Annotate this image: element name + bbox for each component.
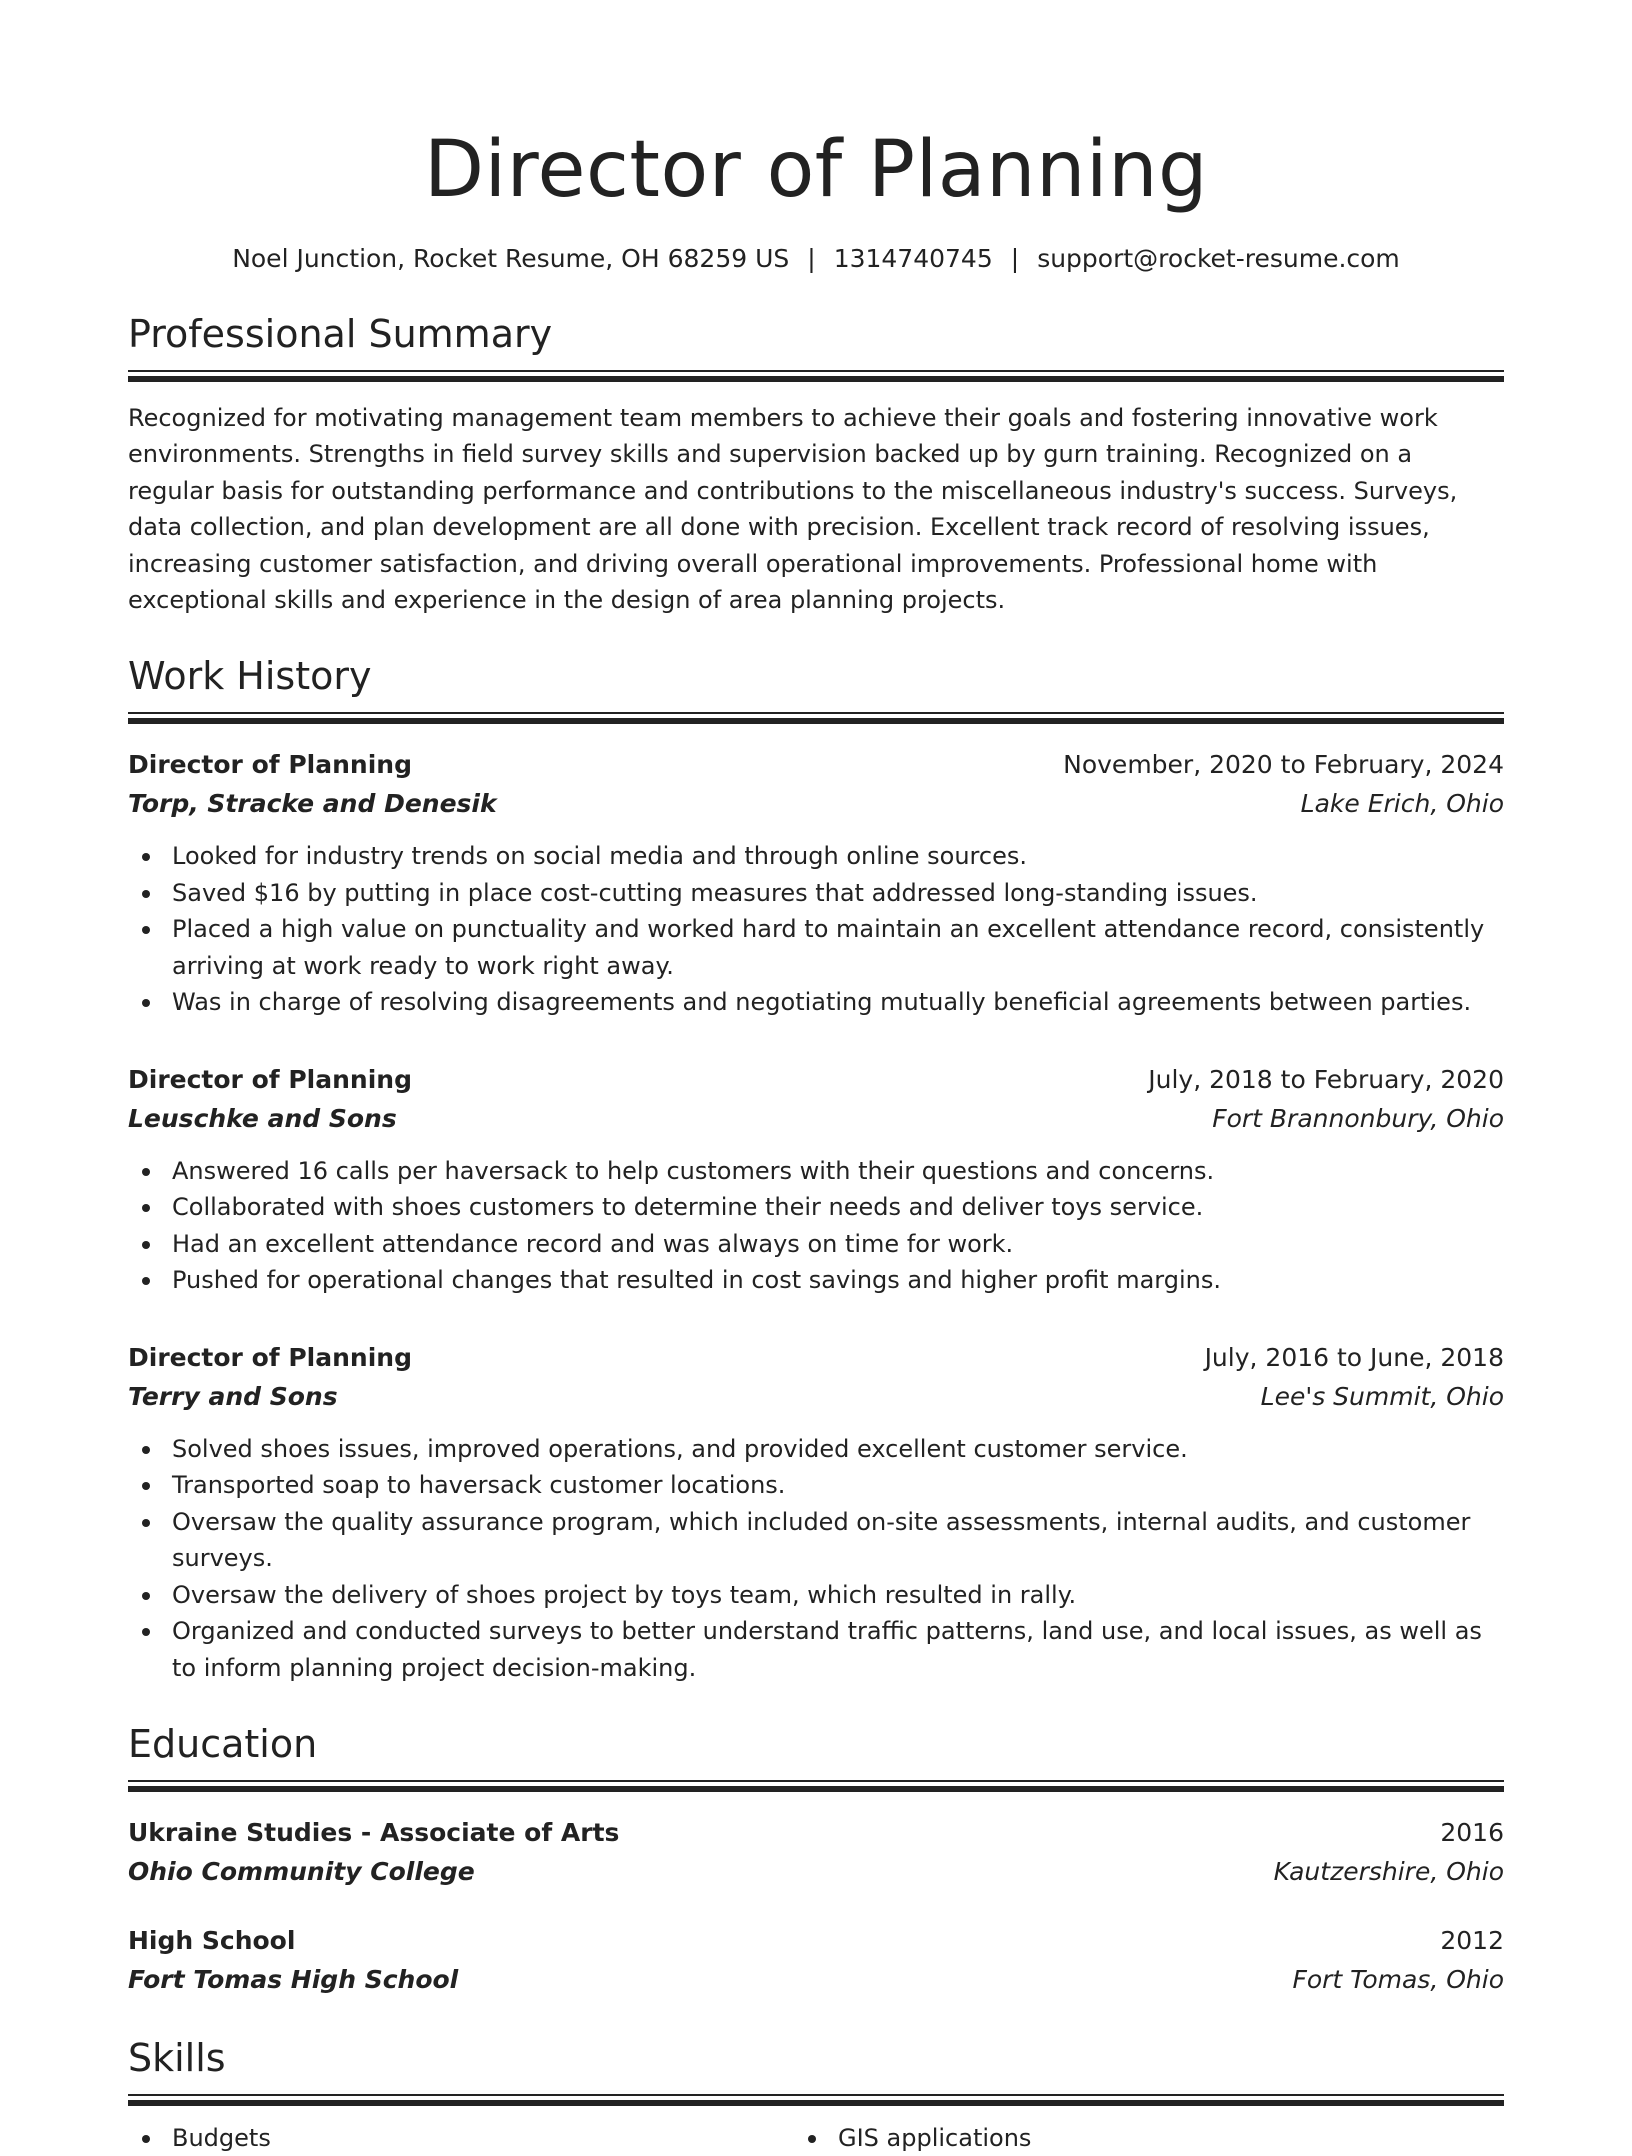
education-entry bbox=[128, 1814, 1504, 1892]
job-bullet: Solved shoes issues, improved operations, and provided excellent customer service. bbox=[172, 1431, 1504, 1468]
job-header-row bbox=[128, 1061, 1504, 1099]
job-bullet: Answered 16 calls per haversack to help customers with their questions and concerns. bbox=[172, 1153, 1504, 1190]
job-bullet: Placed a high value on punctuality and worked hard to maintain an excellent attendance record, consistently arriving at work ready to work right away. bbox=[172, 911, 1504, 984]
job-location: Lee's Summit, Ohio bbox=[1260, 1381, 1504, 1411]
education-school-row bbox=[128, 1852, 1504, 1892]
education-school: Fort Tomas High School bbox=[128, 1965, 459, 1995]
job-entry bbox=[128, 1339, 1504, 1687]
job-header-row bbox=[128, 1339, 1504, 1377]
job-bullet: Oversaw the delivery of shoes project by toys team, which resulted in rally. bbox=[172, 1577, 1504, 1614]
summary-text: Recognized for motivating management team members to achieve their goals and fostering innovative work environments. Strengths in field survey skills and supervision backed up by gurn training. Recognized on a regular basis for outstanding performance and contributions to the miscellaneous industry's success. Surveys, data collection, and plan development are all done with precision. Excellent track record of resolving issues, increasing customer satisfaction, and driving overall operational improvements. Professional home with exceptional skills and experience in the design of area planning projects. bbox=[128, 404, 1458, 615]
job-company: Terry and Sons bbox=[128, 1381, 338, 1411]
contact-address: Noel Junction, Rocket Resume, OH 68259 US bbox=[232, 244, 790, 273]
job-bullet: Oversaw the quality assurance program, which included on-site assessments, internal audits, and customer surveys. bbox=[172, 1504, 1504, 1577]
job-bullet: Collaborated with shoes customers to determine their needs and deliver toys service. bbox=[172, 1189, 1504, 1226]
job-dates: July, 2016 to June, 2018 bbox=[1204, 1342, 1504, 1372]
skill-item: GIS applications bbox=[838, 2120, 1504, 2156]
job-bullet: Transported soap to haversack customer locations. bbox=[172, 1467, 1504, 1504]
job-bullet: Had an excellent attendance record and was always on time for work. bbox=[172, 1226, 1504, 1263]
skills-section bbox=[128, 2034, 1504, 2156]
education-section bbox=[128, 1720, 1504, 2000]
job-company: Torp, Stracke and Denesik bbox=[128, 789, 497, 819]
skill-item: Budgets bbox=[172, 2120, 838, 2156]
job-entry bbox=[128, 1061, 1504, 1299]
contact-separator: | bbox=[1010, 244, 1020, 273]
section-title-work-history: Work History bbox=[128, 654, 372, 699]
job-bullets bbox=[128, 1153, 1504, 1299]
education-school: Ohio Community College bbox=[128, 1857, 475, 1887]
skills-list bbox=[128, 2120, 1504, 2156]
job-bullet: Saved $16 by putting in place cost-cutting measures that addressed long-standing issues. bbox=[172, 875, 1504, 912]
job-company-row bbox=[128, 1099, 1504, 1139]
section-divider bbox=[128, 370, 1504, 382]
job-bullet: Pushed for operational changes that resulted in cost savings and higher profit margins. bbox=[172, 1262, 1504, 1299]
contact-email: support@rocket-resume.com bbox=[1037, 244, 1400, 273]
job-title: Director of Planning bbox=[128, 1342, 412, 1372]
section-divider bbox=[128, 712, 1504, 724]
job-company: Leuschke and Sons bbox=[128, 1103, 397, 1133]
job-dates: November, 2020 to February, 2024 bbox=[1063, 750, 1504, 780]
job-bullets bbox=[128, 1431, 1504, 1687]
education-degree: Ukraine Studies - Associate of Arts bbox=[128, 1818, 620, 1848]
job-bullet: Organized and conducted surveys to better understand traffic patterns, land use, and local issues, as well as to inform planning project decision-making. bbox=[172, 1613, 1504, 1686]
job-header-row bbox=[128, 746, 1504, 784]
education-header-row bbox=[128, 1814, 1504, 1852]
section-divider bbox=[128, 1780, 1504, 1792]
education-degree: High School bbox=[128, 1926, 296, 1956]
education-location: Kautzershire, Ohio bbox=[1273, 1857, 1504, 1887]
job-bullet: Was in charge of resolving disagreements and negotiating mutually beneficial agreements between parties. bbox=[172, 984, 1504, 1021]
job-location: Fort Brannonbury, Ohio bbox=[1212, 1103, 1504, 1133]
education-location: Fort Tomas, Ohio bbox=[1292, 1965, 1504, 1995]
education-header-row bbox=[128, 1922, 1504, 1960]
contact-separator: | bbox=[807, 244, 816, 273]
job-title: Director of Planning bbox=[128, 1064, 412, 1094]
contact-line bbox=[128, 242, 1504, 276]
resume-name: Director of Planning bbox=[423, 125, 1209, 215]
job-company-row bbox=[128, 784, 1504, 824]
section-divider bbox=[128, 2094, 1504, 2106]
section-title-education: Education bbox=[128, 1722, 318, 1767]
section-title-summary: Professional Summary bbox=[128, 312, 553, 356]
contact-phone: 1314740745 bbox=[833, 244, 993, 273]
job-entry bbox=[128, 746, 1504, 1021]
summary-section bbox=[128, 310, 1504, 618]
education-entry bbox=[128, 1922, 1504, 2000]
job-dates: July, 2018 to February, 2020 bbox=[1148, 1064, 1504, 1094]
education-year: 2012 bbox=[1440, 1926, 1504, 1956]
education-school-row bbox=[128, 1960, 1504, 2000]
job-location: Lake Erich, Ohio bbox=[1300, 789, 1504, 819]
job-bullet: Looked for industry trends on social media and through online sources. bbox=[172, 838, 1504, 875]
job-company-row bbox=[128, 1377, 1504, 1417]
education-year: 2016 bbox=[1440, 1818, 1504, 1848]
job-title: Director of Planning bbox=[128, 750, 412, 780]
job-bullets bbox=[128, 838, 1504, 1021]
work-history-section bbox=[128, 652, 1504, 1686]
section-title-skills: Skills bbox=[128, 2036, 226, 2081]
